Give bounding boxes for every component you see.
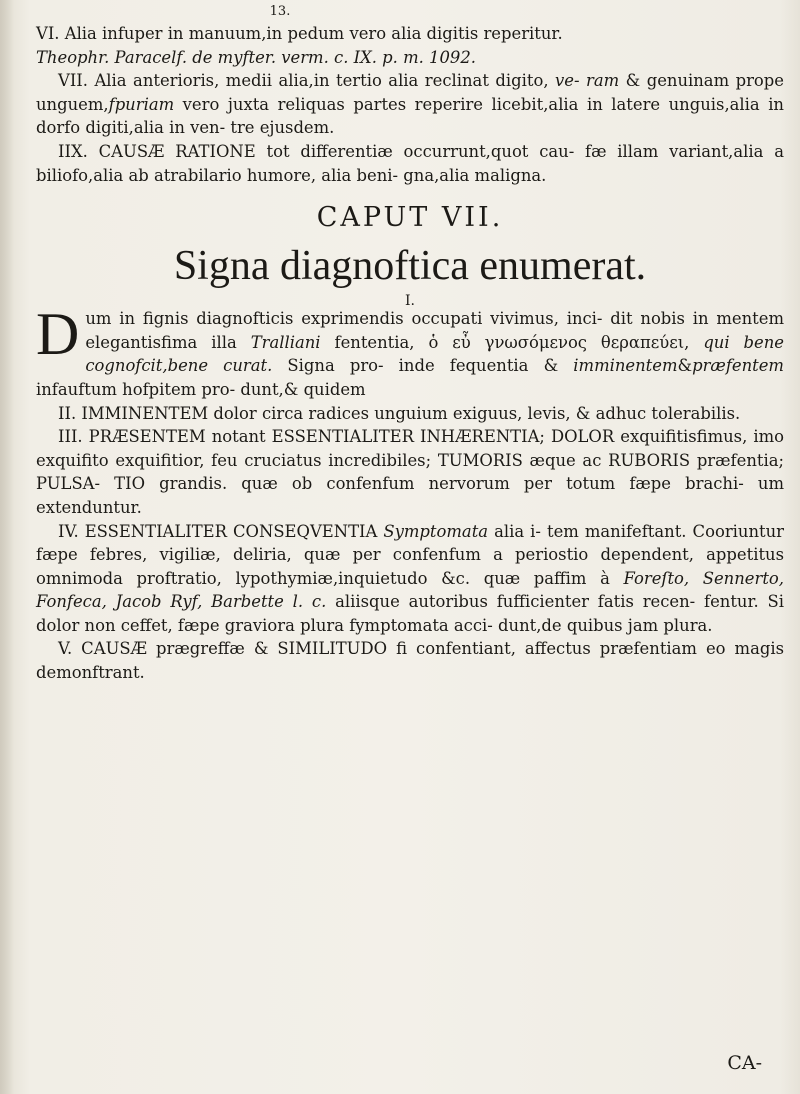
- section-number-i: I.: [405, 293, 415, 310]
- page-text: [36, 22, 784, 685]
- paragraph-vii-text-b: & genuinam prope unguem,: [36, 71, 784, 114]
- citation-paracelsus: Theophr. Paracelf. de myfter. verm. c. IX. p. m. 1092.: [36, 47, 476, 67]
- paragraph-i-text-b: fententia,: [334, 332, 415, 352]
- paragraph-i: D um in fignis diagnofticis exprimendis occupati vivimus, inci- dit nobis in mentem elegantisfima illa Tralliani fententia, ὁ εὖ γνωσόμενος θεραπεύει, qui bene cognofcit,bene curat. Signa pro- inde fequentia & imminentem&præfentem infauftum hofpitem pro- dunt,& quidem: [36, 301, 784, 399]
- paragraph-i-imminentem: imminentem: [573, 356, 678, 376]
- paragraph-i-praesentem: præfentem: [692, 356, 784, 376]
- paragraph-vii-vera: ve- ram: [555, 71, 620, 91]
- paragraph-i-text-e: infauftum hofpitem pro- dunt,& quidem: [36, 379, 366, 399]
- paragraph-v: V. CAUSÆ prægreffæ & SIMILITUDO fi confentiant, affectus præfentiam eo magis demonftrant.: [36, 639, 784, 683]
- paragraph-vi-text: VI. Alia infuper in manuum,in pedum vero alia digitis reperitur.: [36, 24, 563, 43]
- paragraph-vii-text-a: VII. Alia anterioris, medii alia,in tertio alia reclinat digito,: [58, 71, 549, 91]
- drop-cap: D: [36, 301, 80, 368]
- paragraph-i-text-c: Signa pro- inde fequentia &: [287, 356, 559, 376]
- paragraph-i-gloss: qui bene cognofcit,bene curat.: [85, 332, 784, 376]
- chapter-heading: CAPUT VII.: [316, 202, 504, 234]
- paragraph-iv-symptomata: Symptomata: [383, 521, 489, 541]
- paragraph-ii: II. IMMINENTEM dolor circa radices unguium exiguus, levis, & adhuc tolerabilis.: [58, 403, 741, 423]
- paragraph-iv-text-b: alia i- tem manifeftant. Cooriuntur fæpe febres, vigiliæ, deliria, quæ per confenfum a periostio dependent, appetitus omnimoda proftratio, lypothymiæ,inquietudo &c. quæ paffim à: [36, 521, 784, 588]
- paragraph-vii-spuriam: fpuriam: [108, 94, 175, 114]
- paragraph-iv-text-c: aliisque autoribus fufficienter fatis recen- fentur. Si dolor non ceffet, fæpe graviora plura fymptomata acci- dunt,de quibus jam plura.: [36, 592, 784, 635]
- binding-gutter: [0, 0, 14, 1094]
- chapter-title: Signa diagnoftica enumerat.: [173, 243, 647, 290]
- paragraph-i-greek: ὁ εὖ γνωσόμενος θεραπεύει: [428, 332, 685, 352]
- paragraph-iv-authors: Foreſto, Sennerto, Fonfeca, Jacob Ryf, Barbette l. c.: [36, 568, 784, 612]
- paragraph-i-text-d: &: [677, 356, 693, 376]
- paragraph-i-text-a: um in fignis diagnofticis exprimendis occupati vivimus, inci- dit nobis in mentem elegantisfima illa: [85, 309, 784, 352]
- paragraph-i-tralliani: Tralliani: [250, 332, 321, 352]
- paragraph-vii-text-c: vero juxta reliquas partes reperire licebit,alia in latere unguis,alia in dorfo digiti,alia in ven- tre ejusdem.: [36, 94, 784, 138]
- paragraph-vi: [36, 22, 784, 69]
- paragraph-iii: III. PRÆSENTEM notant ESSENTIALITER INHÆRENTIA; DOLOR exquifitisfimus, imo exquifito exquifitior, feu cruciatus incredibiles; TUMORIS æque ac RUBORIS præfentia; PULSA- TIO grandis. quæ ob confenfum nervorum per totum fæpe brachi- um extenduntur.: [36, 427, 784, 517]
- paragraph-vii: [36, 69, 784, 140]
- paragraph-iv-text-a: IV. ESSENTIALITER CONSEQVENTIA: [58, 521, 378, 541]
- catchword: CA-: [727, 1052, 762, 1074]
- paragraph-iix: IIX. CAUSÆ RATIONE tot differentiæ occurrunt,quot cau- fæ illam variant,alia a biliofo,alia ab atrabilario humore, alia beni- gna,alia maligna.: [36, 141, 784, 185]
- paragraph-iv: [36, 520, 784, 638]
- page-number: 13.: [269, 4, 291, 19]
